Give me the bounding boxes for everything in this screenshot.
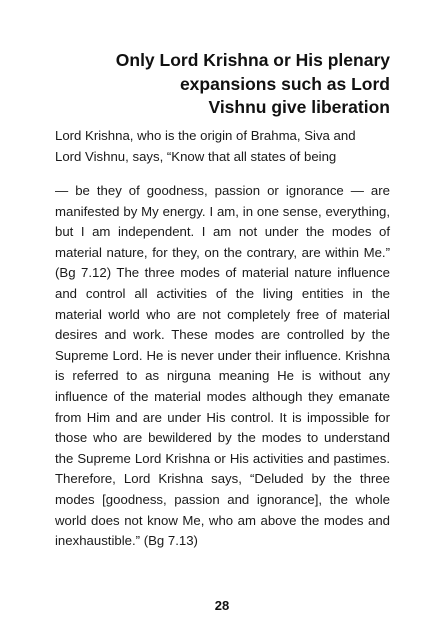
paragraph-body: — be they of goodness, passion or ignorance — are manifested by My energy. I am, in one sense, everything, but I am independent. I am not under the modes of material nature, for they, on the contrary, are within Me.” (Bg 7.12) The three modes of material nature influence and control all activities of the living entities in the material world who are not completely free of material desires and work. These modes are controlled by the Supreme Lord. He is never under their influence. Krishna is referred to as nirguna meaning He is without any influence of the material modes although they emanate from Him and are under His control. It is impossible for those who are bewildered by the modes to understand the Supreme Lord Krishna or His activities and pastimes. Therefore, Lord Krishna says, “Deluded by the three modes [goodness, passion and ignorance], the whole world does not know Me, who am above the modes and inexhaustible.” (Bg 7.13)	[55, 183, 390, 549]
heading-line-2: expansions such as Lord	[179, 73, 390, 94]
page-number: 28	[214, 598, 230, 613]
section-heading	[70, 49, 390, 120]
heading-line-1: Only Lord Krishna or His plenary	[115, 50, 390, 70]
paragraph-intro-line-1: Lord Krishna, who is the origin of Brahma, Siva and	[55, 128, 356, 143]
paragraph-intro-line-2: Lord Vishnu, says, “Know that all states of being	[55, 148, 337, 164]
paragraph-intro	[55, 126, 390, 167]
heading-line-3: Vishnu give liberation	[208, 97, 390, 117]
